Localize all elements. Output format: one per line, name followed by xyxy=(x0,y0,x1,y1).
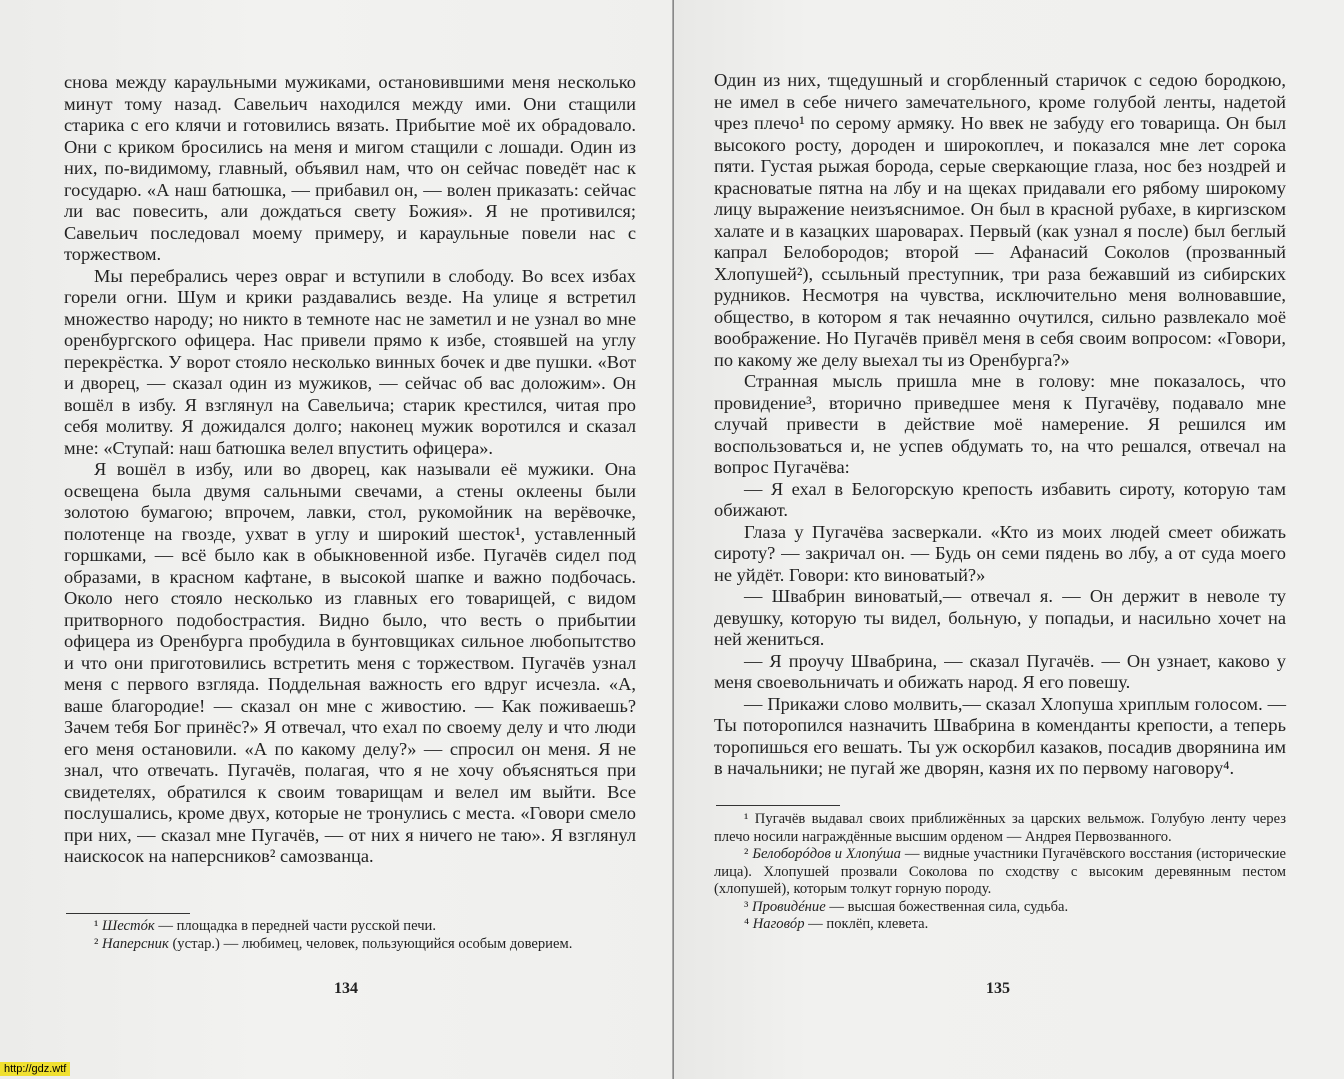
left-footnotes xyxy=(64,918,636,953)
paragraph: снова между караульными мужиками, остановившими меня несколько минут тому назад. Савельич находился между ими. Они стащили старика с его клячи и готовились вязать. Прибытие моё их обрадовало. Они с криком бросились на меня и мигом стащили с лошади. Один из них, по-видимому, главный, объявил нам, что он сейчас поведёт нас к государю. «А наш батюшка, — прибавил он, — волен приказать: сейчас ли вас повесить, али дождаться свету Божия». Я не противился; Савельич последовал моему примеру, и караульные повели нас с торжеством. xyxy=(64,72,636,264)
page-number: 135 xyxy=(986,980,1010,997)
right-page xyxy=(674,0,1344,1079)
footnote: ² Наперсник (устар.) — любимец, человек, пользующийся особым доверием. xyxy=(94,935,573,952)
paragraph: — Швабрин виноватый,— отвечал я. — Он держит в неволе ту девушку, которую ты видел, больную, у попадьи, и насильно хочет на ней жениться. xyxy=(714,586,1286,649)
footnote: ⁴ Наговóр — поклёп, клевета. xyxy=(744,916,929,932)
paragraph: Глаза у Пугачёва засверкали. «Кто из моих людей смеет обижать сироту? — закричал он. — Будь он семи пядень во лбу, а от суда моего не уйдёт. Говори: кто виноватый?» xyxy=(714,521,1286,585)
footnote: ² Белоборóдов и Хлопýша — видные участники Пугачёвского восстания (исторические лица). Хлопушей прозвали Соколова по сходству с высоким деревянным пестом (хлопушей), которым толкут горную породу. xyxy=(714,846,1286,897)
paragraph: — Прикажи слово молвить,— сказал Хлопуша хриплым голосом. — Ты поторопился назначить Швабрина в коменданты крепости, а теперь торопишься его вешать. Ты уж оскорбил казаков, посадив дворянина им в начальники; не пугай же дворян, казня их по первому наговору⁴. xyxy=(714,693,1286,778)
right-footnotes xyxy=(714,811,1286,934)
paragraph: — Я проучу Швабрина, — сказал Пугачёв. — Он узнает, каково у меня своевольничать и обижать народ. Я его повешу. xyxy=(714,650,1286,692)
footnote: ¹ Пугачёв выдавал своих приближённых за царских вельмож. Голубую ленту через плечо носили награждённые высшим орденом — Андрея Первозванного. xyxy=(714,811,1286,845)
paragraph: Я вошёл в избу, или во дворец, как называли её мужики. Она освещена была двумя сальными свечами, а стены оклеены были золотою бумагою; впрочем, лавки, стол, рукомойник на верёвочке, полотенце на гвозде, ухват в углу и широкий шесток¹, уставленный горшками, — всё было как в обыкновенной избе. Пугачёв сидел под образами, в красном кафтане, в высокой шапке и важно подбочась. Около него стояло несколько из главных его товарищей, с видом притворного подобострастия. Видно было, что весть о прибытии офицера из Оренбурга пробудила в бунтовщиках сильное любопытство и что они приготовились встретить меня с торжеством. Пугачёв узнал меня с первого взгляда. Поддельная важность его вдруг исчезла. «А, ваше благородие! — сказал он мне с живостию. — Как поживаешь? Зачем тебя Бог принёс?» Я отвечал, что ехал по своему делу и что люди его меня остановили. «А по какому делу?» — спросил он меня. Я не знал, что отвечать. Пугачёв, полагая, что я не хочу объясняться при свидетелях, обратился к своим товарищам и велел им выйти. Все послушались, кроме двух, которые не тронулись с места. «Говори смело при них, — сказал мне Пугачёв, — от них я ничего не таю». Я взглянул наискосок на наперсников² самозванца. xyxy=(64,459,636,866)
footnote: ³ Провидéние — высшая божественная сила, судьба. xyxy=(744,898,1069,915)
left-body-text xyxy=(64,72,636,868)
footnote-divider xyxy=(66,913,190,914)
watermark-link[interactable]: http://gdz.wtf xyxy=(0,1062,70,1076)
footnote-divider xyxy=(716,805,840,806)
paragraph: Один из них, тщедушный и сгорбленный старичок с седою бородкою, не имел в себе ничего замечательного, кроме голубой ленты, надетой чрез плечо¹ по серому армяку. Но ввек не забуду его товарища. Он был высокого росту, дороден и широкоплеч, и показался мне лет сорока пяти. Густая рыжая борода, серые сверкающие глаза, нос без ноздрей и красноватые пятна на лбу и на щеках придавали его рябому широкому лицу выражение неизъяснимое. Он был в красной рубахе, в киргизском халате и в казацких шароварах. Первый (как узнал я после) был беглый капрал Белобородов; второй — Афанасий Соколов (прозванный Хлопушей²), ссыльный преступник, три раза бежавший из сибирских рудников. Несмотря на чувства, исключительно меня волновавшие, общество, в котором я так нечаянно очутился, сильно развлекало моё воображение. Но Пугачёв привёл меня в себя своим вопросом: «Говори, по какому же делу выехал ты из Оренбурга?» xyxy=(714,70,1286,370)
paragraph: — Я ехал в Белогорскую крепость избавить сироту, которую там обижают. xyxy=(714,478,1286,520)
right-body-text xyxy=(714,70,1286,780)
paragraph: Мы перебрались через овраг и вступили в слободу. Во всех избах горели огни. Шум и крики раздавались везде. На улице я встретил множество народу; но никто в темноте нас не заметил и не узнал во мне оренбургского офицера. Нас привели прямо к избе, стоявшей на углу перекрёстка. У ворот стояло несколько винных бочек и две пушки. «Вот и дворец, — сказал один из мужиков, — сейчас об вас доложим». Он вошёл в избу. Я взглянул на Савельича; старик крестился, читая про себя молитву. Я дожидался долго; наконец мужик воротился и сказал мне: «Ступай: наш батюшка велел впустить офицера». xyxy=(64,265,636,458)
footnote: ¹ Шестóк — площадка в передней части русской печи. xyxy=(94,918,437,934)
paragraph: Странная мысль пришла мне в голову: мне показалось, что провидение³, вторично приведшее меня к Пугачёву, подавало мне случай привести в действие моё намерение. Я решился им воспользоваться и, не успев обдумать то, на что решался, отвечал на вопрос Пугачёва: xyxy=(714,371,1286,477)
page-number: 134 xyxy=(334,980,358,997)
